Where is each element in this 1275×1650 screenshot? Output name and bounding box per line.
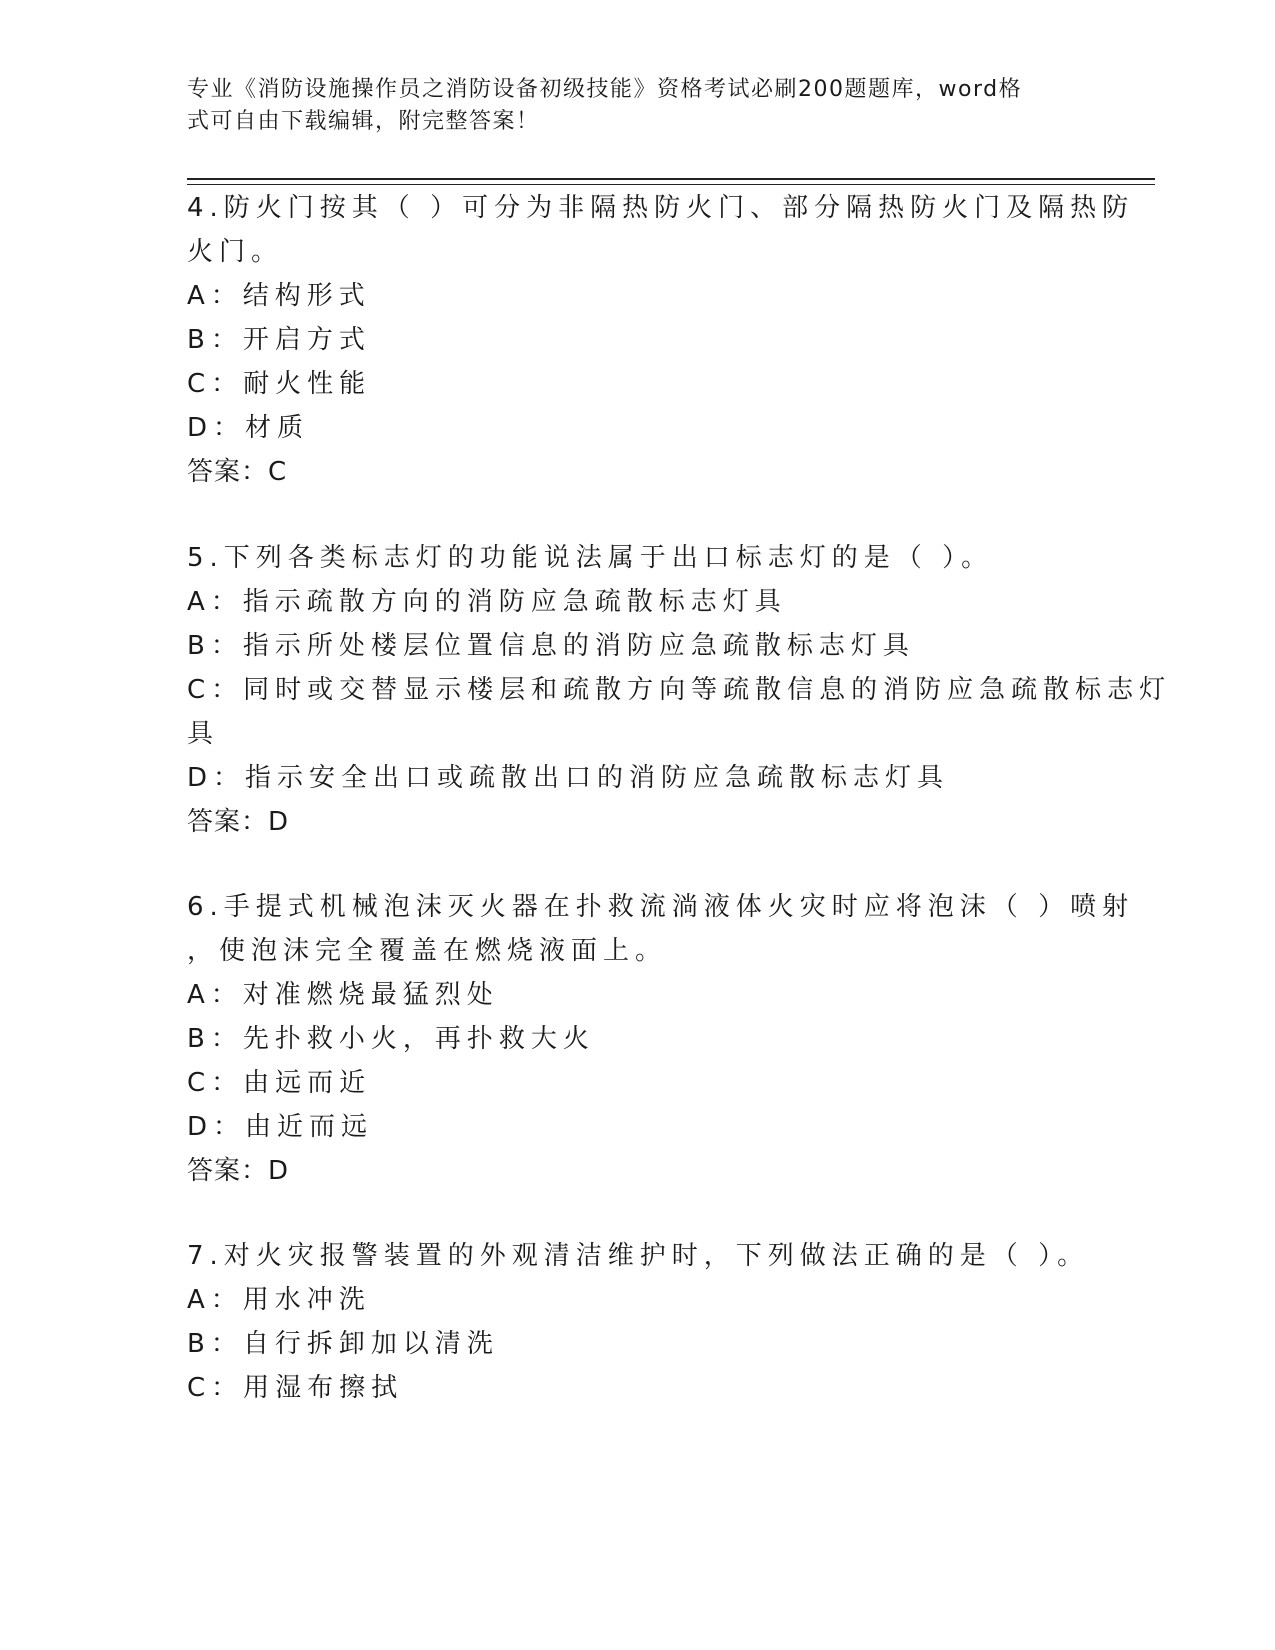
option-a: A：指示疏散方向的消防应急疏散标志灯具: [187, 587, 787, 617]
option-c: C：耐火性能: [187, 369, 372, 399]
option-b: B：先扑救小火，再扑救大火: [187, 1024, 595, 1054]
option-d: D：材质: [187, 413, 310, 443]
option-a: A：用水冲洗: [187, 1285, 371, 1315]
option-a: A：结构形式: [187, 281, 371, 311]
option-c: C：用湿布擦拭: [187, 1373, 404, 1403]
answer: 答案：D: [187, 1156, 290, 1186]
question-stem-line: 4.防火门按其（ ）可分为非隔热防火门、部分隔热防火门及隔热防: [187, 193, 1135, 223]
question-stem-line: 6.手提式机械泡沫灭火器在扑救流淌液体火灾时应将泡沫（ ）喷射: [187, 892, 1135, 922]
document-header: [187, 74, 1067, 138]
option-c-continued: 具: [187, 719, 220, 749]
answer: 答案：D: [187, 807, 290, 837]
question-stem-line: 7.对火灾报警装置的外观清洁维护时，下列做法正确的是（ ）。: [187, 1241, 1090, 1271]
option-c: C：同时或交替显示楼层和疏散方向等疏散信息的消防应急疏散标志灯: [187, 675, 1172, 705]
answer: 答案：C: [187, 457, 288, 487]
header-divider-thick: [187, 178, 1155, 180]
header-divider-thin: [187, 184, 1155, 185]
option-c: C：由远而近: [187, 1068, 372, 1098]
option-b: B：自行拆卸加以清洗: [187, 1329, 499, 1359]
option-a: A：对准燃烧最猛烈处: [187, 980, 499, 1010]
header-line-1: 专业《消防设施操作员之消防设备初级技能》资格考试必刷200题题库，word格: [187, 77, 1023, 102]
question-stem-line: 5.下列各类标志灯的功能说法属于出口标志灯的是（ ）。: [187, 543, 994, 573]
question-stem-line: 火门。: [187, 237, 284, 267]
option-b: B：指示所处楼层位置信息的消防应急疏散标志灯具: [187, 631, 915, 661]
option-d: D：由近而远: [187, 1112, 374, 1142]
option-b: B：开启方式: [187, 325, 371, 355]
header-line-2: 式可自由下载编辑，附完整答案！: [187, 109, 540, 134]
option-d: D：指示安全出口或疏散出口的消防应急疏散标志灯具: [187, 763, 950, 793]
question-stem-line: ，使泡沫完全覆盖在燃烧液面上。: [187, 936, 668, 966]
